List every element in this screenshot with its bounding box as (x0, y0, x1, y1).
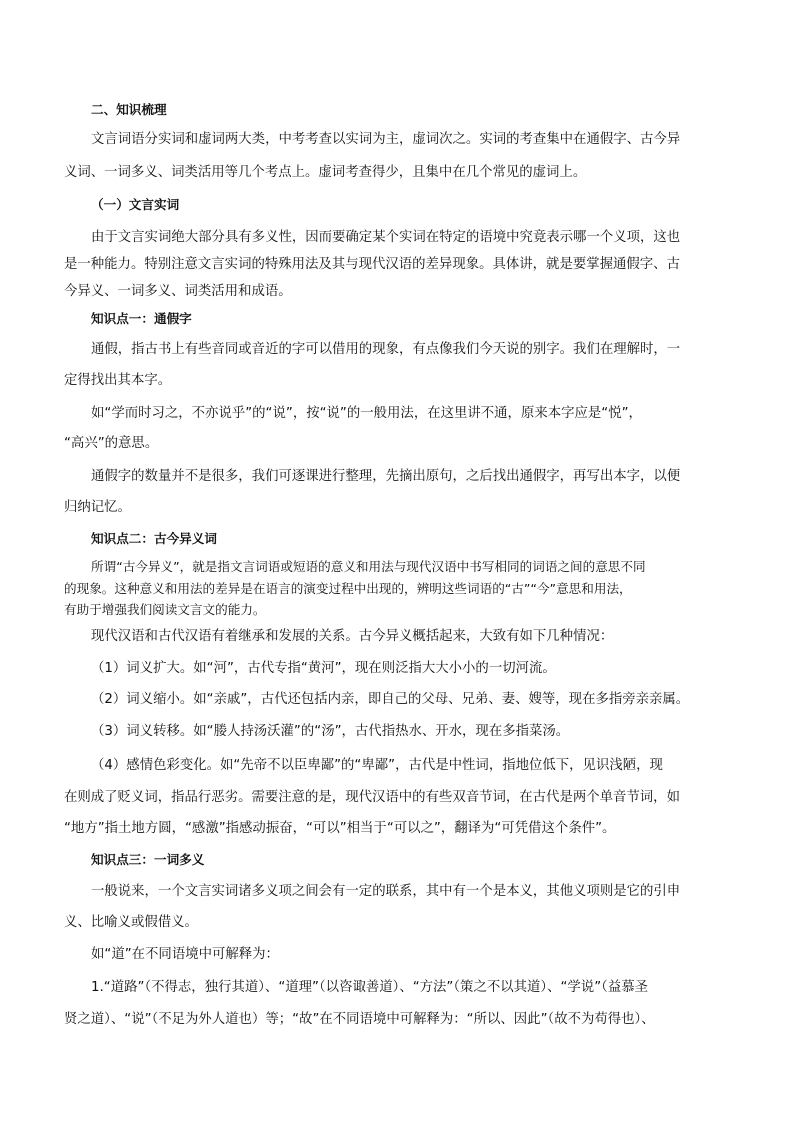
intro-line-1: 文言词语分实词和虚词两大类，中考考查以实词为主，虚词次之。实词的考查集中在通假字、古今异 (91, 132, 681, 147)
kp2-item4-line-1: （4）感情色彩变化。如“先帝不以臣卑鄙”的“卑鄙”，古代是中性词，指地位低下，见识浅陋，现 (91, 758, 663, 773)
section1-title: （一）文言实词 (91, 197, 180, 212)
kp1-title: 知识点一：通假字 (91, 311, 192, 326)
section1-line-2: 是一种能力。特别注意文言实词的特殊用法及其与现代汉语的差异现象。具体讲，就是要掌握通假字、古 (64, 257, 680, 272)
kp2-p1-line-3: 有助于增强我们阅读文言文的能力。 (64, 602, 266, 617)
kp2-p1-line-1: 所谓“古今异义”，就是指文言词语或短语的意义和用法与现代汉语中书写相同的词语之间的意思不同 (91, 559, 646, 574)
kp1-p1-line-1: 通假，指古书上有些音同或音近的字可以借用的现象，有点像我们今天说的别字。我们在理解时，一 (91, 342, 681, 357)
kp2-p2: 现代汉语和古代汉语有着继承和发展的关系。古今异义概括起来，大致有如下几种情况： (91, 629, 614, 644)
heading: 二、知识梳理 (91, 102, 167, 117)
section1-line-3: 今异义、一词多义、词类活用和成语。 (64, 284, 292, 299)
kp2-item-3: （3）词义转移。如“媵人持汤沃灌”的“汤”，古代指热水、开水，现在多指菜汤。 (91, 724, 570, 739)
kp3-p3-line-2: 贤之道）、“说”（不足为外人道也）等；“故”在不同语境中可解释为：“所以、因此”（故不为苟得也）、 (64, 1012, 655, 1027)
kp2-item-1: （1）词义扩大。如“河”，古代专指“黄河”，现在则泛指大大小小的一切河流。 (91, 661, 556, 676)
kp3-p1-line-2: 义、比喻义或假借义。 (64, 915, 198, 930)
section1-line-1: 由于文言实词绝大部分具有多义性，因而要确定某个实词在特定的语境中究竟表示哪一个义项，这也 (91, 230, 681, 245)
kp1-p3-line-1: 通假字的数量并不是很多，我们可逐课进行整理，先摘出原句，之后找出通假字，再写出本字，以便 (91, 469, 681, 484)
kp2-item-2: （2）词义缩小。如“亲戚”，古代还包括内亲，即自己的父母、兄弟、妻、嫂等，现在多指旁亲亲属。 (91, 692, 690, 707)
kp3-p2: 如“道”在不同语境中可解释为： (91, 947, 279, 962)
kp1-p2-line-1: 如“学而时习之，不亦说乎”的“说”，按“说”的一般用法，在这里讲不通，原来本字应是“悦”， (91, 406, 642, 421)
kp2-item4-line-3: “地方”指土地方圆，“感激”指感动振奋，“可以”相当于“可以之”，翻译为“可凭借这个条件”。 (64, 821, 616, 836)
kp3-p3-line-1: 1.“道路”（不得志，独行其道）、“道理”（以咨诹善道）、“方法”（策之不以其道）、“学说”（益慕圣 (91, 980, 648, 995)
kp2-title: 知识点二：古今异义词 (91, 531, 217, 546)
kp1-p1-line-2: 定得找出其本字。 (64, 373, 172, 388)
kp3-p1-line-1: 一般说来，一个文言实词诸多义项之间会有一定的联系，其中有一个是本义，其他义项则是它的引申 (91, 884, 681, 899)
kp2-item4-line-2: 在则成了贬义词，指品行恶劣。需要注意的是，现代汉语中的有些双音节词，在古代是两个单音节词，如 (64, 790, 680, 805)
intro-line-2: 义词、一词多义、词类活用等几个考点上。虚词考查得少，且集中在几个常见的虚词上。 (64, 165, 587, 180)
kp1-p2-line-2: “高兴”的意思。 (64, 436, 159, 451)
kp2-p1-line-2: 的现象。这种意义和用法的差异是在语言的演变过程中出现的，辨明这些词语的“古”“今”意思和用法， (64, 581, 632, 596)
kp3-title: 知识点三：一词多义 (91, 852, 205, 867)
kp1-p3-line-2: 归纳记忆。 (64, 500, 131, 515)
